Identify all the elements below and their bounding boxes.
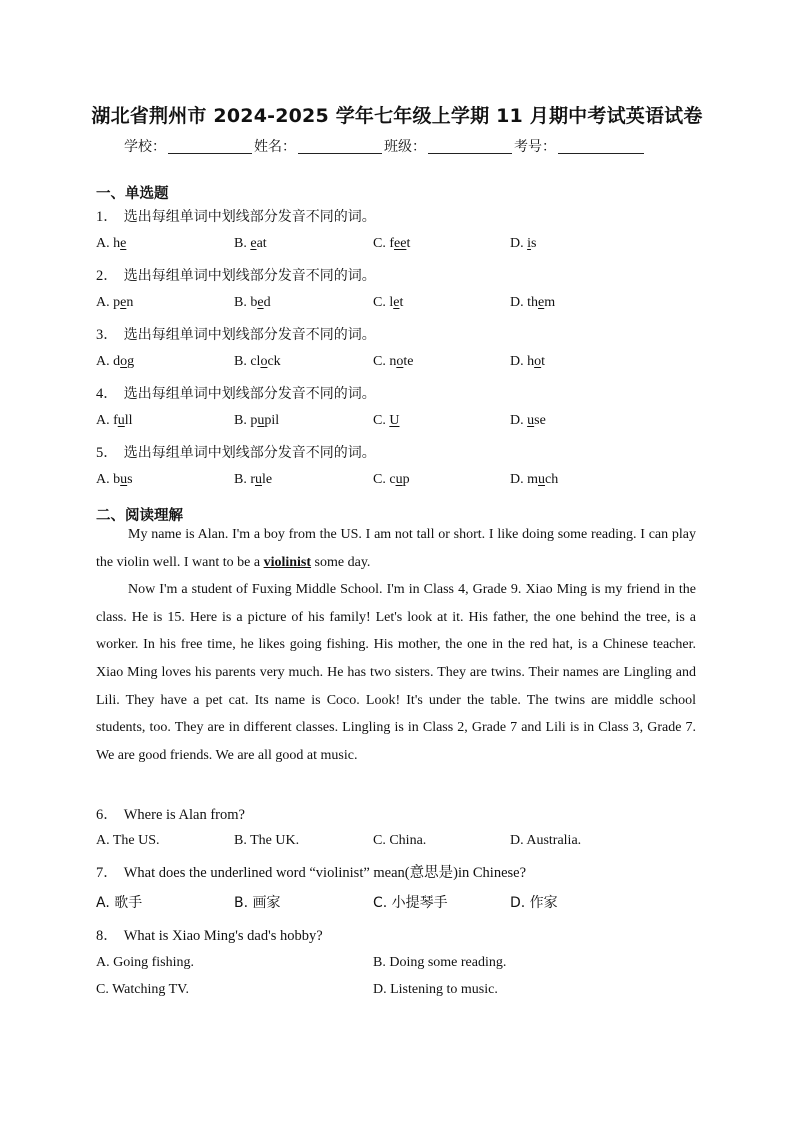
option-c[interactable]: C. let [373, 295, 404, 310]
question-2-options [96, 295, 616, 315]
option-a[interactable]: A. full [96, 413, 133, 428]
option-c[interactable]: C. feet [373, 236, 411, 251]
question-1 [96, 205, 376, 226]
option-d[interactable]: D. Listening to music. [373, 982, 498, 997]
school-label: 学校： [124, 139, 166, 155]
question-text: 选出每组单词中划线部分发音不同的词。 [123, 209, 376, 225]
number-label: 考号： [514, 139, 556, 155]
option-d[interactable]: D. Australia. [510, 833, 582, 848]
question-text: Where is Alan from? [123, 807, 245, 823]
passage-paragraph-2: Now I'm a student of Fuxing Middle School. I'm in Class 4, Grade 9. Xiao Ming is my friend in the class. He is 15. Here is a picture of his family! Let's look at it. His father, the one behind the tree, is a worker. In his free time, he likes going fishing. His mother, the one in the red hat, is a Chinese teacher. Xiao Ming loves his parents very much. He has two sisters. They are twins. Their names are Lingling and Lili. They have a pet cat. Its name is Coco. Look! It's under the table. The twins are middle school students, too. They are in different classes. Lingling is in Class 2, Grade 7 and Lili is in Class 3, Grade 7. We are good friends. We are all good at music. [96, 582, 696, 763]
question-number: 4． [96, 386, 118, 402]
question-3-options [96, 354, 616, 374]
option-c[interactable]: C. China. [373, 833, 427, 848]
underlined-word-violinist: violinist [263, 554, 312, 570]
question-text: What is Xiao Ming's dad's hobby? [123, 928, 323, 944]
question-text: What does the underlined word “violinist” mean(意思是)in Chinese? [123, 865, 527, 881]
question-8 [96, 924, 323, 945]
name-label: 姓名： [254, 139, 296, 155]
question-7-options [96, 892, 616, 912]
option-d[interactable]: D. hot [510, 354, 546, 369]
question-4-options [96, 413, 616, 433]
option-b[interactable]: B. bed [234, 295, 271, 310]
school-blank[interactable] [168, 139, 252, 154]
question-number: 1． [96, 209, 118, 225]
question-number: 8． [96, 928, 118, 944]
option-b[interactable]: B. pupil [234, 413, 280, 428]
question-text: 选出每组单词中划线部分发音不同的词。 [123, 386, 376, 402]
option-d[interactable]: D. 作家 [510, 895, 558, 911]
question-number: 6． [96, 807, 118, 823]
option-b[interactable]: B. clock [234, 354, 281, 369]
question-number: 3． [96, 327, 118, 343]
option-d[interactable]: D. is [510, 236, 537, 251]
question-number: 5． [96, 445, 118, 461]
option-b[interactable]: B. Doing some reading. [373, 955, 507, 970]
question-3 [96, 323, 376, 344]
class-label: 班级： [384, 139, 426, 155]
option-b[interactable]: B. rule [234, 472, 273, 487]
option-b[interactable]: B. The UK. [234, 833, 300, 848]
question-number: 2． [96, 268, 118, 284]
option-a[interactable]: A. dog [96, 354, 135, 369]
question-number: 7． [96, 865, 118, 881]
student-info-line [124, 136, 646, 156]
question-6-options [96, 833, 616, 853]
question-5-options [96, 472, 616, 492]
option-c[interactable]: C. cup [373, 472, 410, 487]
section-heading-reading: 二、阅读理解 [96, 508, 183, 524]
option-d[interactable]: D. much [510, 472, 559, 487]
option-c[interactable]: C. U [373, 413, 400, 428]
option-d[interactable]: D. them [510, 295, 556, 310]
question-2 [96, 264, 376, 285]
option-b[interactable]: B. 画家 [234, 895, 281, 911]
number-blank[interactable] [558, 139, 644, 154]
option-d[interactable]: D. use [510, 413, 546, 428]
option-a[interactable]: A. bus [96, 472, 133, 487]
question-5 [96, 441, 376, 462]
question-1-options [96, 236, 616, 256]
option-a[interactable]: A. pen [96, 295, 134, 310]
question-8-options-row-1 [96, 955, 616, 975]
option-a[interactable]: A. he [96, 236, 127, 251]
question-text: 选出每组单词中划线部分发音不同的词。 [123, 327, 376, 343]
option-a[interactable]: A. 歌手 [96, 895, 143, 911]
option-a[interactable]: A. The US. [96, 833, 160, 848]
question-7 [96, 861, 526, 882]
name-blank[interactable] [298, 139, 382, 154]
option-c[interactable]: C. Watching TV. [96, 982, 189, 997]
question-8-options-row-2 [96, 982, 616, 1002]
option-c[interactable]: C. note [373, 354, 414, 369]
reading-passage [96, 521, 696, 769]
section-heading-single-choice: 一、单选题 [96, 186, 169, 202]
question-4 [96, 382, 376, 403]
class-blank[interactable] [428, 139, 512, 154]
question-text: 选出每组单词中划线部分发音不同的词。 [123, 268, 376, 284]
passage-paragraph-1: My name is Alan. I'm a boy from the US. I am not tall or short. I like doing some reading. I can play the violin well. I want to be a violinist some day. [96, 527, 696, 570]
question-6 [96, 803, 245, 824]
option-c[interactable]: C. 小提琴手 [373, 895, 448, 911]
page-title: 湖北省荆州市 2024-2025 学年七年级上学期 11 月期中考试英语试卷 [91, 105, 703, 127]
option-b[interactable]: B. eat [234, 236, 267, 251]
question-text: 选出每组单词中划线部分发音不同的词。 [123, 445, 376, 461]
option-a[interactable]: A. Going fishing. [96, 955, 194, 970]
